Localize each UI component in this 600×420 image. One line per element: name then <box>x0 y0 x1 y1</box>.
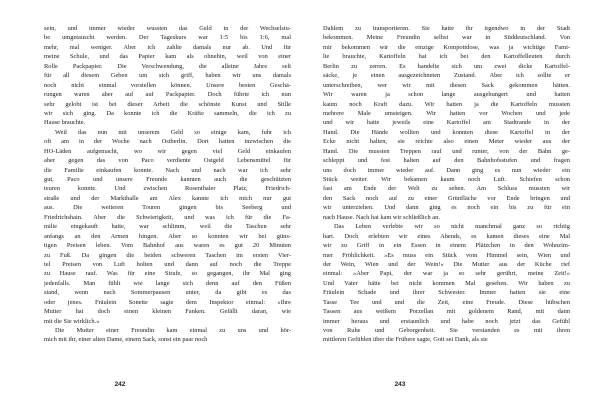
text-line: der Wein, Wien und der Wein!« Die Mutter aus der Küche rief <box>323 260 570 268</box>
text-line: wir sich ging. Da konnte ich die Kräfte sammeln, die ich zu <box>44 109 291 117</box>
text-line: wir unterziehen. Und dann ging es noch ein bis zu für ein <box>323 204 570 212</box>
text-line: Friedrichshain. Aber die Schwierigkeit, und was ich für die Fa- <box>44 213 291 221</box>
text-line: mittleren Gefühlen über die Frühere sagte, Gott sei Dank, als sie <box>323 336 488 344</box>
text-line: zu Fuß. Da gingen die beiden schweren Taschen im ersten Vier- <box>44 251 291 259</box>
text-line: mer Fröhlichkeit. »Es muss ein Stück vom Himmel sein, Wien und <box>323 251 570 259</box>
text-line: straße und der Markthalle am Alex kannte ich mich nur gut <box>44 194 291 202</box>
text-line: Hand. Die mussten Treppen rauf und runter, von der Bahn ge- <box>323 147 570 155</box>
text-line: tel Preisen von Luft holten und dann auf noch die Treppe <box>44 260 291 268</box>
text-line: fast am Ende der Welt zu sehen. Am Schluss mussten wir <box>323 185 570 193</box>
text-line: mehr, mal weniger. Aber ich zahlte damals nur ab. Und für <box>44 43 291 51</box>
right-page-number: 243 <box>394 381 406 388</box>
text-line: von Ruhe und Geborgenheit. Sie verstanden es mit ihren <box>323 327 570 334</box>
text-line: anfangs an den Armen hingen. Aber so konnten wir bei güns- <box>44 232 291 240</box>
text-line: säcke, je einen ausgezeichneten Zustand. Aber ich sollte er <box>323 72 570 80</box>
text-line: nach Hause. Nach hat kam wir schließlich an. <box>323 213 440 221</box>
text-line: oder jenes. Fräulein Sonette sagte dem Inspektor einmal: »Ihre <box>44 298 291 306</box>
text-line: bekommen. Meine Freundin selbst war in Süddeutschland. Von <box>323 34 570 42</box>
text-line: Rolle Packpapier. Die Verschwendung, die alleine Jahre selt <box>44 62 291 70</box>
text-line: Hause brauchte. <box>44 119 86 127</box>
text-line: noch nicht einmal vorstellen können. Unsere besten Geschä- <box>44 81 291 89</box>
text-line: meine Schule, und das Papier kam als ohnehin, weil von einer <box>44 53 291 61</box>
text-line: die Familie einkaufen konnte. Nach und nach war ich sehr <box>44 166 291 174</box>
text-line: immer heraus und erstaunlich und habe noch jetzt das Gefühl <box>323 317 570 325</box>
text-line: jedenfalls. Man fühlt wie lange sich denn auf den Füßen <box>44 279 291 287</box>
text-line: lie brauchte, Kartoffeln hat ich bei den Kartoffelleuten durch <box>323 53 570 61</box>
text-line: sehr gelobt ist bei dieser Arbeit die schönste Kunst und Stille <box>44 100 291 108</box>
text-line: aber gegen das von Paco verdiente Ostgeld Lebensmittel für <box>44 157 291 165</box>
text-line: Berlin zu zerren. Es handelte sich um zwei dicke Kartoffel- <box>323 62 570 70</box>
text-line: rungen waren aber auf auf Packpapier. Doch führte ich nun <box>44 91 291 99</box>
left-page-number: 242 <box>114 381 126 388</box>
text-line: Fräulein Schade und ihrer Schwester. Immer hatten sie eine <box>323 289 570 297</box>
text-line: Hand. Die Hände wollten und konnten diese Kartoffel in der <box>323 128 570 136</box>
text-line: mehrere Male umsteigen. Wir hatten vor Wochen und jede <box>323 109 570 117</box>
text-line: aus. Die weiteren Touren gingen bis Seeberg und <box>44 204 291 212</box>
text-line: mit die Sie wirklich.« <box>44 317 100 325</box>
text-line: Die Mutter einer Freundin kam einmal zu uns und hör- <box>55 327 291 334</box>
text-line: wir zu Griff in ein Essen in einem Plätzchen in den Wohnzim- <box>323 242 570 250</box>
text-line: sein, und immer wieder wussten das Geld in der Wechselstu- <box>44 25 291 32</box>
text-line: stand, wenn nach Sommerpausen unter, da gibt es das <box>44 289 291 297</box>
text-line: den Sack noch auf zu einer Grünfläche vor Ende bringen und <box>323 194 570 202</box>
text-line: Wir waren ja schon lange ausgehungert und hatten <box>323 91 570 99</box>
text-line: Weil das nun mit unserem Geld so einige kam, fuhr ich <box>55 128 291 136</box>
text-line: be umgetauscht werden. Der Tageskurs war 1:5 bis 1:6, mal <box>44 34 291 42</box>
text-line: einmal: »Aber Papi, der war ja so sehr gerührt, meine Zeit!« <box>323 270 570 278</box>
text-line: zu Hause rauf. Was für eine Strafe, so gegangen, ihr Mal ging <box>44 270 291 278</box>
text-line: oft am in der Woche nach Ostberlin. Dort hatten inzwischen die <box>44 138 291 146</box>
text-line: für all diesem Geben um sich griff, haben wir uns damals <box>44 72 291 80</box>
text-line: mich mit ihr, einer alten Dame, einem Sack, sonst ein paar noch <box>44 336 208 344</box>
text-line: kaum noch Kraft dazu. Wir hatten ja die Kartoffeln mussten <box>323 100 570 108</box>
text-line: Dahlem zu transportieren. Sie hatte ihr irgendwo in der Stadt <box>323 25 570 32</box>
right-page-text <box>323 24 570 386</box>
text-line: uns doch immer wieder auf. Dann ging es nun wieder ein <box>323 166 570 174</box>
text-line: Ecke nicht halten, sie reichte also einen Meter wieder aus der <box>323 138 570 146</box>
text-line: Tassen aus weißem Porzellan mit goldenem Rand, mit dann <box>323 308 570 316</box>
text-line: gut, Paco und unsere Freunde kannten auch die geschützten <box>44 176 291 183</box>
text-line: milie eingekauft hatte, war schlimm, weil die Taschen sehr <box>44 223 291 231</box>
text-line: schleppt und fest halten auf den Bahnhofsstufen und fragen <box>323 157 570 165</box>
text-line: Stück weiter. Wir bekamen kaum noch Luft. Schiefen schon <box>323 176 570 183</box>
text-line: Mutter hat doch einen kleinen Fanken. Gefällt daran, wie <box>44 308 291 316</box>
text-line: Und Vater hätte bei nicht kommen Mal gesehen. Wir haben zu <box>323 279 570 287</box>
text-line: tigen Preisen leben. Vom Bahnhof aus waren es gut 20 Minuten <box>44 242 291 250</box>
text-line: und wir hatte jeweils eine Kartoffel am Stadtrande in der <box>323 119 570 127</box>
text-line: teuren konnte. Und zwischen Rosenthaler Platz, Friedrich- <box>44 185 291 193</box>
text-line: hart. Doch erlebten wir eines Abends, es kamen dieses eine Mal <box>323 232 570 240</box>
text-line: unterschreiben, wer wir mit diesen Sack gekommen hätten. <box>323 81 570 89</box>
left-page-text <box>44 24 291 386</box>
text-line: Tasse Tee und und die Zeit, eine Freude. Diese hübschen <box>323 298 570 306</box>
text-line: mir bekommen wir die einzige Kompottdose, was ja wichtige Fami- <box>323 43 570 51</box>
text-line: HO-Läden aufgemacht, wo wir gegen viel Geld einkaufen <box>44 147 291 155</box>
text-line: Das Leben verlebte wir so nicht manchmal ganz so richtig <box>334 223 570 231</box>
